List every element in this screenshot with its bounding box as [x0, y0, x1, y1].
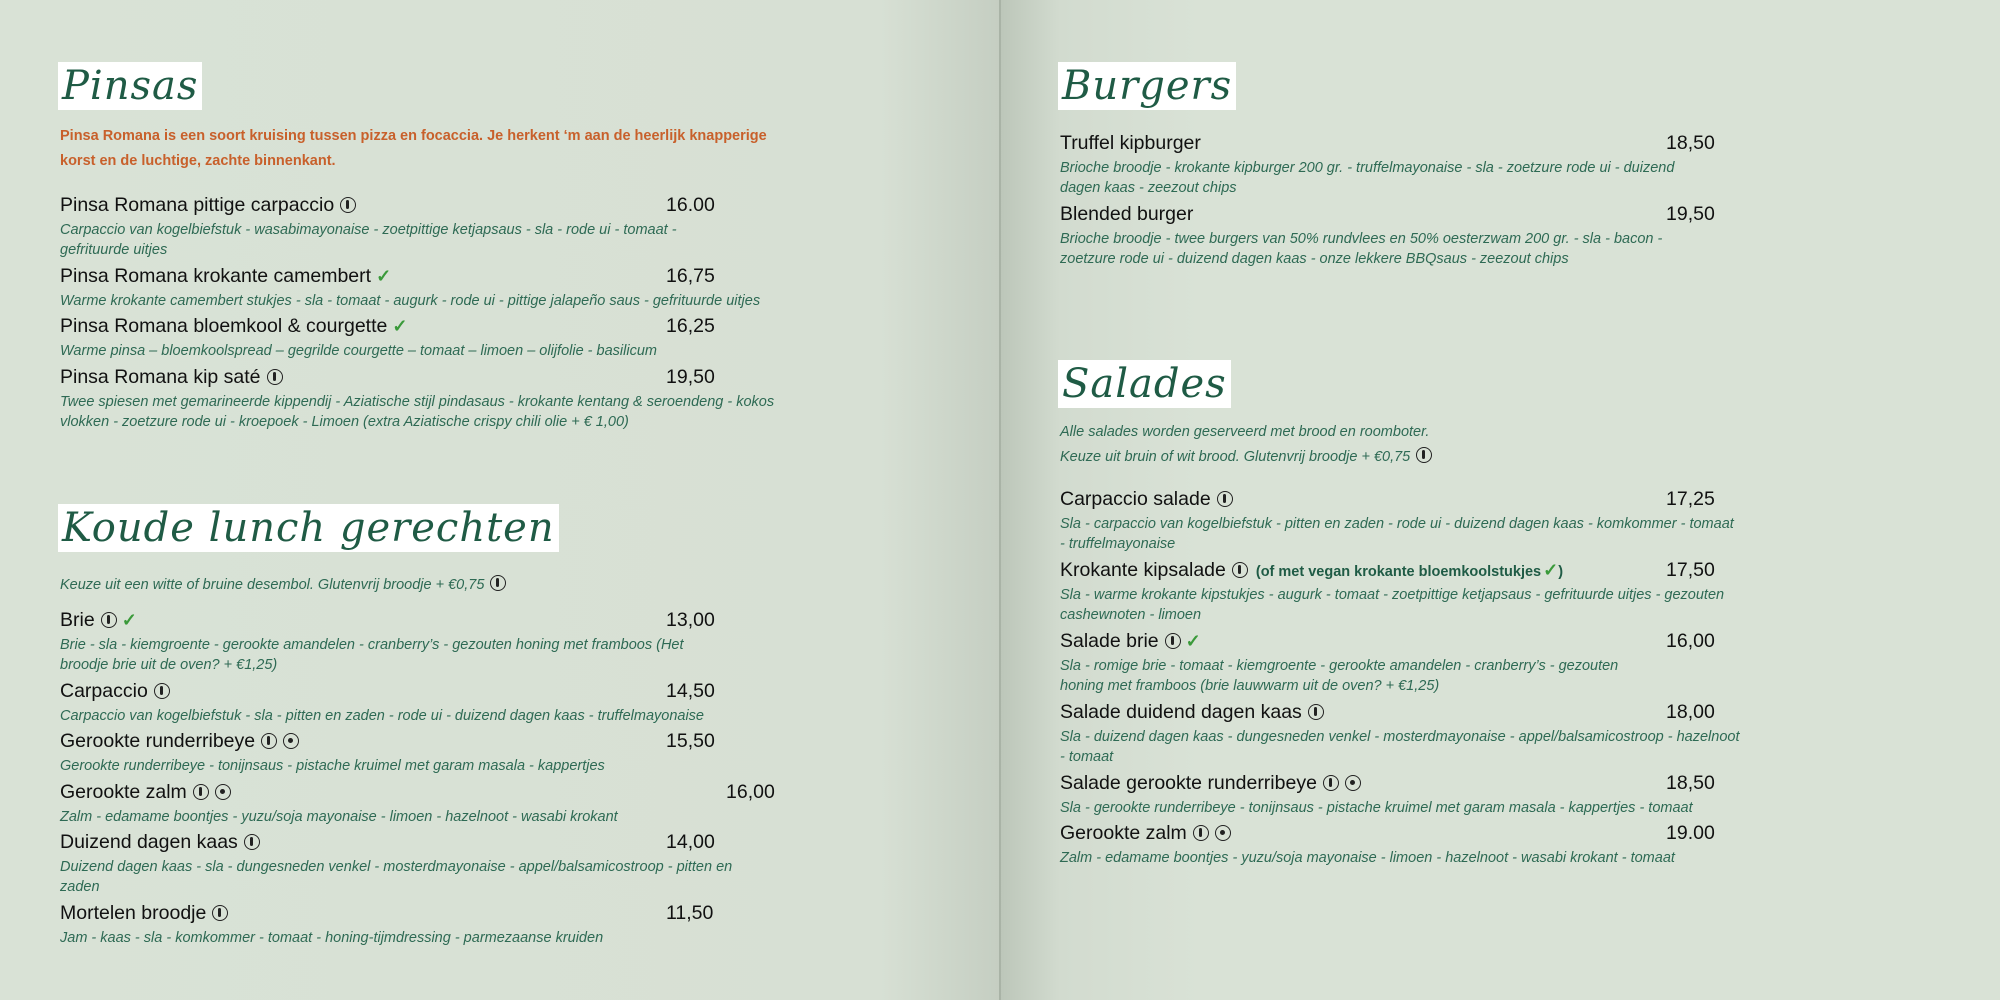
item-description: Zalm - edamame boontjes - yuzu/soja mayonaise - limoen - hazelnoot - wasabi krokant - tomaat	[1060, 850, 1675, 866]
salades-note-1: Alle salades worden geserveerd met brood en roomboter.	[1060, 424, 1430, 440]
item-description: Duizend dagen kaas - sla - dungesneden venkel - mosterdmayonaise - appel/balsamicostroop - pitten en zaden	[60, 859, 733, 895]
gluten-free-icon	[1193, 825, 1209, 841]
item-price: 18,00	[1666, 701, 1715, 723]
fish-allergen-icon	[1345, 775, 1361, 791]
section-title-pinsas: Pinsas	[58, 62, 202, 110]
item-price: 19,50	[666, 366, 715, 388]
item-description: Sla - duizend dagen kaas - dungesneden venkel - mosterdmayonaise - appel/balsamicostroop - hazelnoot - tomaat	[1060, 729, 1740, 765]
item-price: 19.00	[1666, 822, 1715, 844]
item-description: Brioche broodje - krokante kipburger 200 gr. - truffelmayonaise - sla - zoetzure rode ui - duizend dagen kaas - zeezout chips	[1060, 160, 1675, 196]
item-description: Sla - carpaccio van kogelbiefstuk - pitten en zaden - rode ui - duizend dagen kaas - komkommer - tomaat - truffelmayonaise	[1060, 516, 1734, 552]
item-description: Sla - romige brie - tomaat - kiemgroente - gerookte amandelen - cranberry’s - gezouten honing met framboos (brie lauwwarm uit de oven? + €1,25)	[1060, 658, 1619, 694]
item-price: 16,75	[666, 265, 715, 287]
item-name: Duizend dagen kaas	[60, 831, 238, 853]
fish-allergen-icon	[283, 733, 299, 749]
page-spine	[999, 0, 1001, 1000]
item-name: Gerookte zalm	[1060, 822, 1187, 844]
item-description: Sla - gerookte runderribeye - tonijnsaus - pistache kruimel met garam masala - kappertjes - tomaat	[1060, 800, 1693, 816]
gluten-free-icon	[1232, 562, 1248, 578]
item-price: 14,50	[666, 680, 715, 702]
item-description: Gerookte runderribeye - tonijnsaus - pistache kruimel met garam masala - kappertjes	[60, 758, 605, 774]
item-description: Brioche broodje - twee burgers van 50% rundvlees en 50% oesterzwam 200 gr. - sla - bacon - zoetzure rode ui - duizend dagen kaas - onze lekkere BBQsaus - zeezout chips	[1060, 231, 1663, 267]
item-description: Warme pinsa – bloemkoolspread – gegrilde courgette – tomaat – limoen – olijfolie - basilicum	[60, 343, 657, 359]
item-price: 16.00	[666, 194, 715, 216]
item-name: Salade gerookte runderribeye	[1060, 772, 1317, 794]
item-name: Truffel kipburger	[1060, 132, 1201, 154]
item-name: Pinsa Romana pittige carpaccio	[60, 194, 335, 216]
gluten-free-icon	[1165, 633, 1181, 649]
gluten-free-icon	[1217, 491, 1233, 507]
pinsas-intro: Pinsa Romana is een soort kruising tussen pizza en focaccia. Je herkent ‘m aan de heerlijk knapperige korst en de luchtige, zachte binnenkant.	[60, 128, 767, 169]
item-price: 15,50	[666, 730, 715, 752]
item-price: 18,50	[1666, 772, 1715, 794]
item-name: Pinsa Romana krokante camembert	[60, 265, 372, 287]
item-name: Brie	[60, 609, 95, 631]
gluten-free-icon	[340, 197, 356, 213]
gluten-free-icon	[244, 834, 260, 850]
item-description: Carpaccio van kogelbiefstuk - sla - pitten en zaden - rode ui - duizend dagen kaas - truffelmayonaise	[60, 708, 704, 724]
item-price: 19,50	[1666, 203, 1715, 225]
vegetarian-leaf-icon: ✓	[1185, 631, 1201, 651]
gluten-free-icon	[261, 733, 277, 749]
item-description: Brie - sla - kiemgroente - gerookte amandelen - cranberry’s - gezouten honing met framboos (Het broodje brie uit de oven? + €1,25)	[60, 637, 684, 673]
gluten-free-icon	[193, 784, 209, 800]
item-price: 11,50	[666, 902, 714, 924]
item-price: 16,00	[726, 781, 775, 803]
item-description: Twee spiesen met gemarineerde kippendij - Aziatische stijl pindasaus - krokante kentang & seroendeng - kokos vlokken - zoetzure rode ui - kroepoek - Limoen (extra Aziatische crispy chili olie + € 1,00)	[60, 394, 775, 430]
section-title-salades: Salades	[1058, 360, 1231, 408]
item-price: 14,00	[666, 831, 715, 853]
item-name: Blended burger	[1060, 203, 1194, 225]
item-description: Zalm - edamame boontjes - yuzu/soja mayonaise - limoen - hazelnoot - wasabi krokant	[60, 809, 618, 825]
gluten-free-icon	[1308, 704, 1324, 720]
gluten-free-icon	[212, 905, 228, 921]
fish-allergen-icon	[1215, 825, 1231, 841]
item-name: Salade brie	[1060, 630, 1159, 652]
item-price: 16,00	[1666, 630, 1715, 652]
item-name: Gerookte runderribeye	[60, 730, 256, 752]
item-name: Mortelen broodje	[60, 902, 207, 924]
fish-allergen-icon	[215, 784, 231, 800]
item-name: Pinsa Romana bloemkool & courgette	[60, 315, 388, 337]
item-description: Jam - kaas - sla - komkommer - tomaat - honing-tijmdressing - parmezaanse kruiden	[60, 930, 604, 946]
vegetarian-leaf-icon: ✓	[392, 316, 408, 336]
section-title-burgers: Burgers	[1058, 62, 1236, 110]
item-name: Pinsa Romana kip saté	[60, 366, 261, 388]
item-name: Gerookte zalm	[60, 781, 187, 803]
section-title-koude-lunch: Koude lunch gerechten	[58, 504, 559, 552]
item-description: Sla - warme krokante kipstukjes - augurk - tomaat - zoetpittige ketjapsaus - gefrituurde uitjes - gezouten cashewnoten - limoen	[1060, 587, 1725, 623]
item-price: 17,50	[1666, 559, 1715, 581]
gluten-free-icon	[154, 683, 170, 699]
gluten-free-icon	[101, 612, 117, 628]
item-price: 17,25	[1666, 488, 1715, 510]
item-name: Krokante kipsalade	[1060, 559, 1226, 581]
item-name: Carpaccio salade	[1060, 488, 1211, 510]
item-price: 16,25	[666, 315, 715, 337]
item-name: Salade duidend dagen kaas	[1060, 701, 1302, 723]
vegetarian-leaf-icon: ✓	[121, 610, 137, 630]
vegetarian-leaf-icon: ✓	[1543, 560, 1559, 580]
item-price: 18,50	[1666, 132, 1715, 154]
koude-note: Keuze uit een witte of bruine desembol. Glutenvrij broodje + €0,75	[60, 573, 506, 598]
salades-note-2: Keuze uit bruin of wit brood. Glutenvrij broodje + €0,75	[1060, 445, 1432, 470]
item-name: Carpaccio	[60, 680, 148, 702]
vegan-option-note: (of met vegan krokante bloemkoolstukjes ✓)	[1255, 560, 1564, 580]
item-description: Warme krokante camembert stukjes - sla - tomaat - augurk - rode ui - pittige jalapeño saus - gefrituurde uitjes	[60, 293, 761, 309]
item-description: Carpaccio van kogelbiefstuk - wasabimayonaise - zoetpittige ketjapsaus - sla - rode ui - tomaat - gefrituurde uitjes	[60, 222, 677, 258]
item-price: 13,00	[666, 609, 715, 631]
gluten-free-icon	[490, 575, 506, 591]
gluten-free-icon	[267, 369, 283, 385]
gluten-free-icon	[1416, 447, 1432, 463]
gluten-free-icon	[1323, 775, 1339, 791]
vegetarian-leaf-icon: ✓	[376, 266, 392, 286]
